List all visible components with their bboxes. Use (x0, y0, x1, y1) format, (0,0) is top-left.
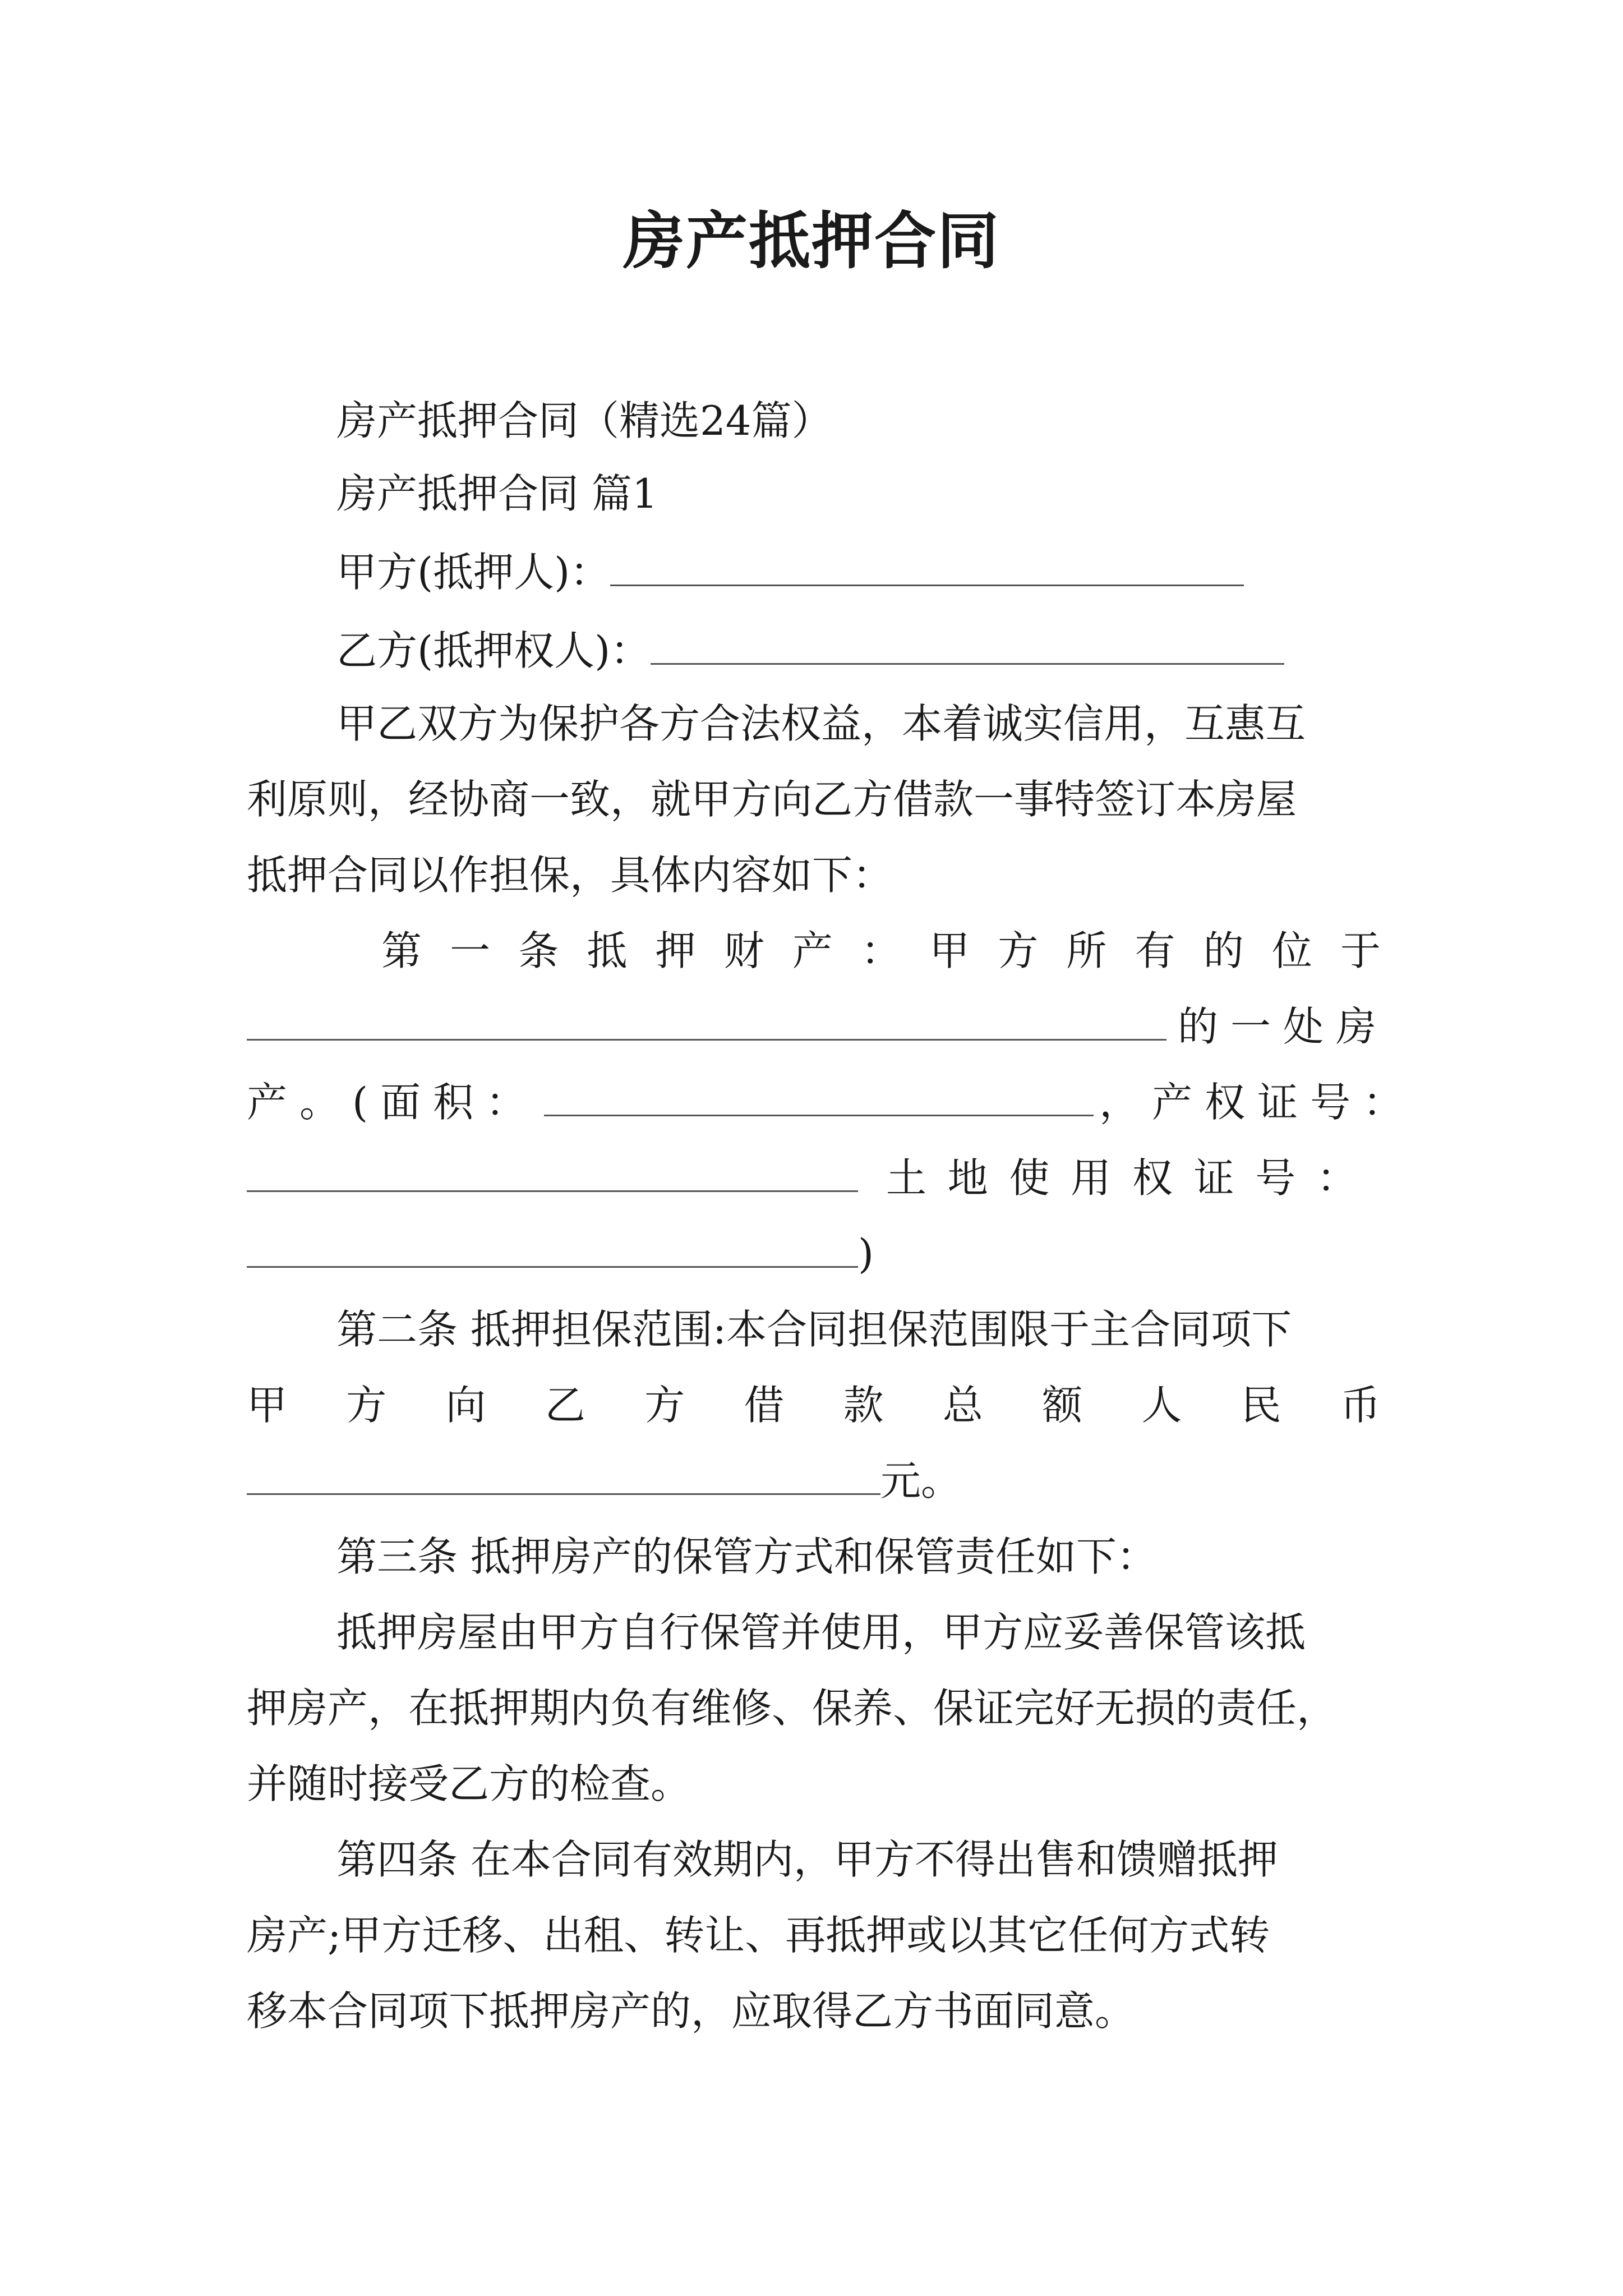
party-a-row (336, 544, 1244, 600)
article2-line-3 (247, 1453, 961, 1509)
land-cert-char: 土 (886, 1154, 927, 1202)
article2-char: 币 (1340, 1382, 1381, 1429)
article3-line-3: 并随时接受乙方的检查。 (247, 1760, 691, 1807)
article2-char: 额 (1042, 1382, 1083, 1429)
article2-char: 人 (1141, 1382, 1182, 1429)
land-cert-char: 地 (947, 1154, 988, 1202)
article1-char: 第 (381, 927, 422, 974)
land-cert-char: 号 (1255, 1154, 1296, 1202)
article2-char: 借 (744, 1382, 785, 1429)
article1-char: 抵 (587, 927, 628, 974)
article2-char: 甲 (247, 1382, 288, 1429)
article3-heading: 第三条 抵押房产的保管方式和保管责任如下： (336, 1533, 1157, 1580)
article1-char: 的 (1203, 927, 1244, 974)
article1-char: 产 (792, 927, 833, 974)
article1-char: 有 (1135, 927, 1175, 974)
party-a-blank (610, 544, 1244, 586)
article2-char: 向 (445, 1382, 486, 1429)
article1-char: ： (860, 927, 901, 974)
article1-line-3 (247, 1074, 1415, 1130)
property-cert-blank (247, 1150, 858, 1192)
article1-line-1 (381, 923, 1381, 979)
article1-char: 条 (518, 927, 559, 974)
intro-line-3: 抵押合同以作担保，具体内容如下： (247, 852, 893, 899)
article1-char: 所 (1066, 927, 1107, 974)
article1-char: 财 (723, 927, 764, 974)
article1-char: 甲 (929, 927, 970, 974)
article3-line-2: 押房产，在抵押期内负有维修、保养、保证完好无损的责任， (247, 1685, 1338, 1732)
area-blank (544, 1074, 1094, 1116)
loan-amount-blank (247, 1453, 880, 1495)
land-cert-blank (247, 1226, 858, 1268)
article1-char: 一 (450, 927, 491, 974)
document-title: 房产抵押合同 (623, 205, 1000, 277)
article2-line-1: 第二条 抵押担保范围:本合同担保范围限于主合同项下 (336, 1306, 1292, 1353)
article1-line-5-tail: ) (858, 1230, 874, 1277)
land-cert-char: 证 (1193, 1154, 1234, 1202)
property-location-blank (247, 999, 1166, 1041)
article1-line-4 (247, 1150, 858, 1206)
article2-char: 民 (1241, 1382, 1281, 1429)
party-b-row (336, 623, 1284, 679)
land-cert-char: 权 (1132, 1154, 1173, 1202)
article2-char: 款 (843, 1382, 884, 1429)
article2-char: 方 (346, 1382, 387, 1429)
article1-line-2 (247, 999, 1389, 1055)
article1-line-2-tail: 的一处房 (1178, 1003, 1389, 1050)
article4-line-1: 第四条 在本合同有效期内，甲方不得出售和馈赠抵押 (336, 1836, 1278, 1883)
property-cert-label: ，产权证号： (1099, 1079, 1416, 1126)
article1-line-5 (247, 1226, 874, 1282)
land-cert-char: 使 (1009, 1154, 1050, 1202)
area-label: 产。(面积： (247, 1079, 539, 1126)
article4-line-3: 移本合同项下抵押房产的，应取得乙方书面同意。 (247, 1987, 1136, 2035)
article1-char: 押 (655, 927, 696, 974)
section-heading: 房产抵押合同 篇1 (336, 470, 658, 517)
party-b-label: 乙方(抵押权人)： (336, 627, 651, 674)
intro-line-1: 甲乙双方为保护各方合法权益，本着诚实信用，互惠互 (336, 700, 1306, 747)
article2-char: 总 (942, 1382, 983, 1429)
land-cert-char: ： (1316, 1154, 1357, 1202)
article1-char: 位 (1271, 927, 1312, 974)
article4-line-2: 房产;甲方迁移、出租、转让、再抵押或以其它任何方式转 (247, 1912, 1270, 1959)
intro-line-2: 利原则，经协商一致，就甲方向乙方借款一事特签订本房屋 (247, 776, 1297, 823)
article3-line-1: 抵押房屋由甲方自行保管并使用，甲方应妥善保管该抵 (336, 1609, 1306, 1656)
article2-char: 方 (644, 1382, 685, 1429)
article1-char: 于 (1340, 927, 1381, 974)
land-cert-label (886, 1150, 1357, 1206)
article2-line-2 (247, 1377, 1381, 1433)
article2-line-3-tail: 元。 (880, 1457, 962, 1504)
party-a-label: 甲方(抵押人)： (336, 549, 611, 596)
land-cert-char: 用 (1071, 1154, 1112, 1202)
article2-char: 乙 (545, 1382, 585, 1429)
article1-char: 方 (998, 927, 1039, 974)
document-subtitle: 房产抵押合同（精选24篇） (336, 397, 832, 444)
party-b-blank (651, 623, 1284, 665)
